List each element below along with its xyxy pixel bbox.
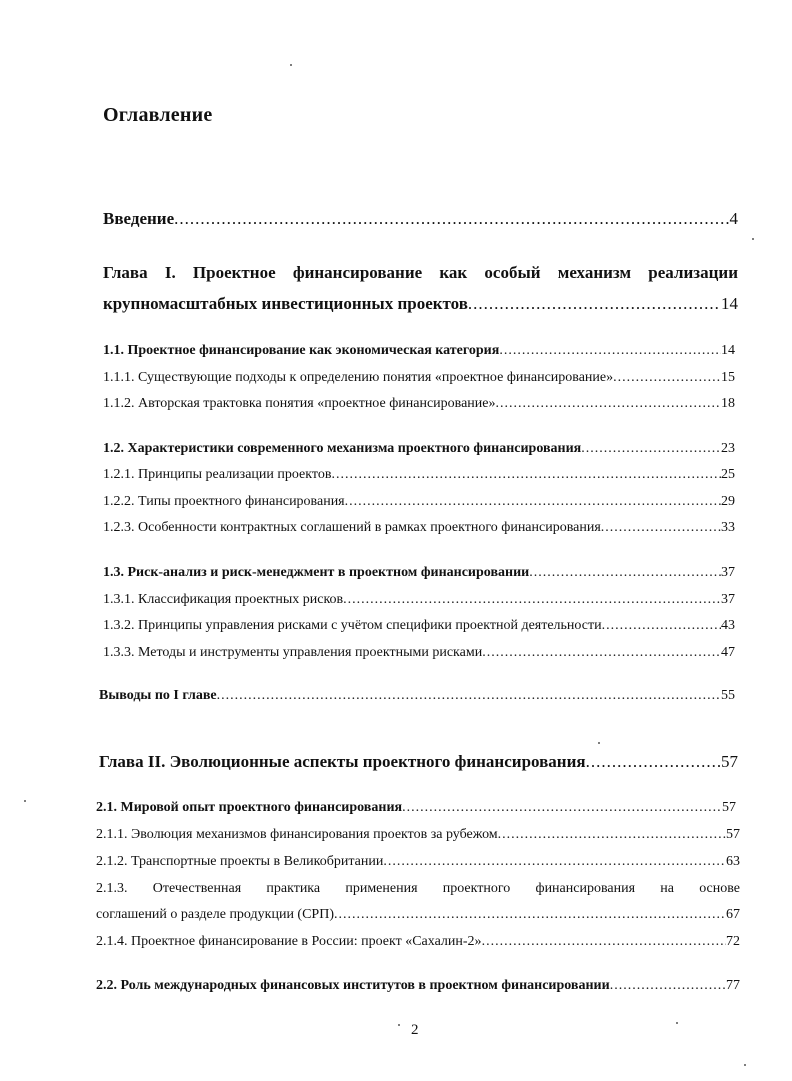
toc-entry-label: 1.2. Характеристики современного механизма проектного финансирования (103, 441, 582, 456)
toc-entry-2-1-3-line1[interactable]: 2.1.3. Отечественная практика применения проектного финансирования на основе (96, 881, 740, 896)
toc-page-number: 63 (726, 854, 740, 869)
toc-entry-label: Глава II. Эволюционные аспекты проектного финансирования (99, 752, 586, 771)
dot-leader (468, 294, 721, 314)
toc-page-number: 57 (726, 827, 740, 842)
toc-page-number: 33 (721, 520, 735, 535)
toc-page-number: 29 (721, 494, 735, 509)
toc-entry-1-3-3[interactable] (103, 645, 735, 661)
dot-leader (331, 467, 721, 483)
toc-entry-label: 1.3. Риск-анализ и риск-менеджмент в проектном финансировании (103, 565, 530, 580)
dot-leader (529, 565, 721, 581)
toc-entry-1-2-1[interactable] (103, 467, 735, 483)
toc-page-number: 57 (722, 800, 736, 815)
dot-leader (499, 343, 721, 359)
dot-leader (217, 688, 721, 704)
dot-leader (498, 827, 726, 843)
toc-page-number: 25 (721, 467, 735, 482)
toc-entry-chapter-2[interactable] (99, 752, 738, 772)
toc-entry-2-1[interactable] (96, 800, 736, 816)
dot-leader (586, 752, 721, 772)
toc-entry-1-2[interactable] (103, 441, 735, 457)
toc-page-number: 67 (726, 907, 740, 922)
toc-entry-2-1-3[interactable] (96, 907, 740, 923)
scan-speck (24, 800, 26, 802)
toc-page-number: 57 (721, 752, 738, 771)
toc-entry-2-2[interactable] (96, 978, 740, 994)
toc-entry-chapter-1[interactable] (103, 294, 738, 314)
dot-leader (383, 854, 726, 870)
toc-page-number: 37 (721, 565, 735, 580)
dot-leader (482, 645, 721, 661)
toc-entry-label: 1.1.2. Авторская трактовка понятия «проектное финансирование» (103, 396, 496, 411)
toc-entry-label: 2.1.4. Проектное финансирование в России: проект «Сахалин-2» (96, 934, 482, 949)
toc-entry-1-1-2[interactable] (103, 396, 735, 412)
toc-chapter-1-line1[interactable]: Глава I. Проектное финансирование как особый механизм реализации (103, 263, 738, 282)
toc-page-number: 4 (729, 209, 738, 228)
toc-entry-2-1-4[interactable] (96, 934, 740, 950)
toc-entry-label: соглашений о разделе продукции (СРП) (96, 907, 334, 922)
toc-entry-label: 1.3.3. Методы и инструменты управления проектными рисками (103, 645, 483, 660)
scan-speck (398, 1024, 400, 1026)
dot-leader (496, 396, 722, 412)
dot-leader (613, 370, 721, 386)
scan-speck (290, 64, 292, 66)
toc-entry-conclusions-1[interactable] (99, 688, 735, 704)
toc-entry-1-3[interactable] (103, 565, 735, 581)
dot-leader (610, 978, 726, 994)
dot-leader (482, 934, 726, 950)
toc-entry-label: 1.1.1. Существующие подходы к определению понятия «проектное финансирование» (103, 370, 614, 385)
toc-page-number: 37 (721, 592, 735, 607)
toc-entry-1-1-1[interactable] (103, 370, 735, 386)
toc-page-number: 72 (726, 934, 740, 949)
dot-leader (581, 441, 721, 457)
dot-leader (345, 494, 721, 510)
toc-entry-1-2-3[interactable] (103, 520, 735, 536)
dot-leader (402, 800, 722, 816)
toc-entry-label: 1.2.2. Типы проектного финансирования (103, 494, 345, 509)
toc-entry-2-1-1[interactable] (96, 827, 740, 843)
toc-entry-label: 1.3.2. Принципы управления рисками с учётом специфики проектной деятельности (103, 618, 602, 633)
toc-entry-label: 1.3.1. Классификация проектных рисков (103, 592, 344, 607)
dot-leader (334, 907, 726, 923)
scan-speck (752, 238, 754, 240)
scan-speck (598, 742, 600, 744)
toc-page-number: 15 (721, 370, 735, 385)
page-number: 2 (411, 1022, 419, 1038)
toc-page-number: 43 (721, 618, 735, 633)
toc-entry-1-3-2[interactable] (103, 618, 735, 634)
toc-entry-label: 1.2.1. Принципы реализации проектов (103, 467, 332, 482)
toc-entry-label: 2.1.1. Эволюция механизмов финансирования проектов за рубежом (96, 827, 498, 842)
toc-entry-1-1[interactable] (103, 343, 735, 359)
toc-entry-label: 2.1. Мировой опыт проектного финансирования (96, 800, 403, 815)
toc-entry-label: крупномасштабных инвестиционных проектов (103, 294, 468, 313)
toc-entry-intro[interactable] (103, 209, 738, 229)
dot-leader (174, 209, 729, 229)
toc-page-number: 77 (726, 978, 740, 993)
toc-entry-2-1-2[interactable] (96, 854, 740, 870)
toc-page-number: 14 (721, 343, 735, 358)
toc-entry-1-3-1[interactable] (103, 592, 735, 608)
toc-entry-1-2-2[interactable] (103, 494, 735, 510)
toc-entry-label: 2.1.2. Транспортные проекты в Великобритании (96, 854, 384, 869)
toc-page-number: 14 (721, 294, 738, 313)
toc-entry-label: 2.2. Роль международных финансовых институтов в проектном финансировании (96, 978, 610, 993)
page-title: Оглавление (103, 104, 213, 126)
dot-leader (602, 618, 721, 634)
toc-entry-label: 1.2.3. Особенности контрактных соглашений в рамках проектного финансирования (103, 520, 601, 535)
toc-page-number: 23 (721, 441, 735, 456)
toc-page-number: 47 (721, 645, 735, 660)
toc-entry-label: Введение (103, 209, 175, 228)
toc-page-number: 18 (721, 396, 735, 411)
scan-speck (676, 1022, 678, 1024)
scan-speck (744, 1064, 746, 1066)
toc-entry-label: 1.1. Проектное финансирование как экономическая категория (103, 343, 500, 358)
dot-leader (343, 592, 721, 608)
toc-entry-label: Выводы по I главе (99, 688, 217, 703)
dot-leader (601, 520, 721, 536)
toc-page-number: 55 (721, 688, 735, 703)
